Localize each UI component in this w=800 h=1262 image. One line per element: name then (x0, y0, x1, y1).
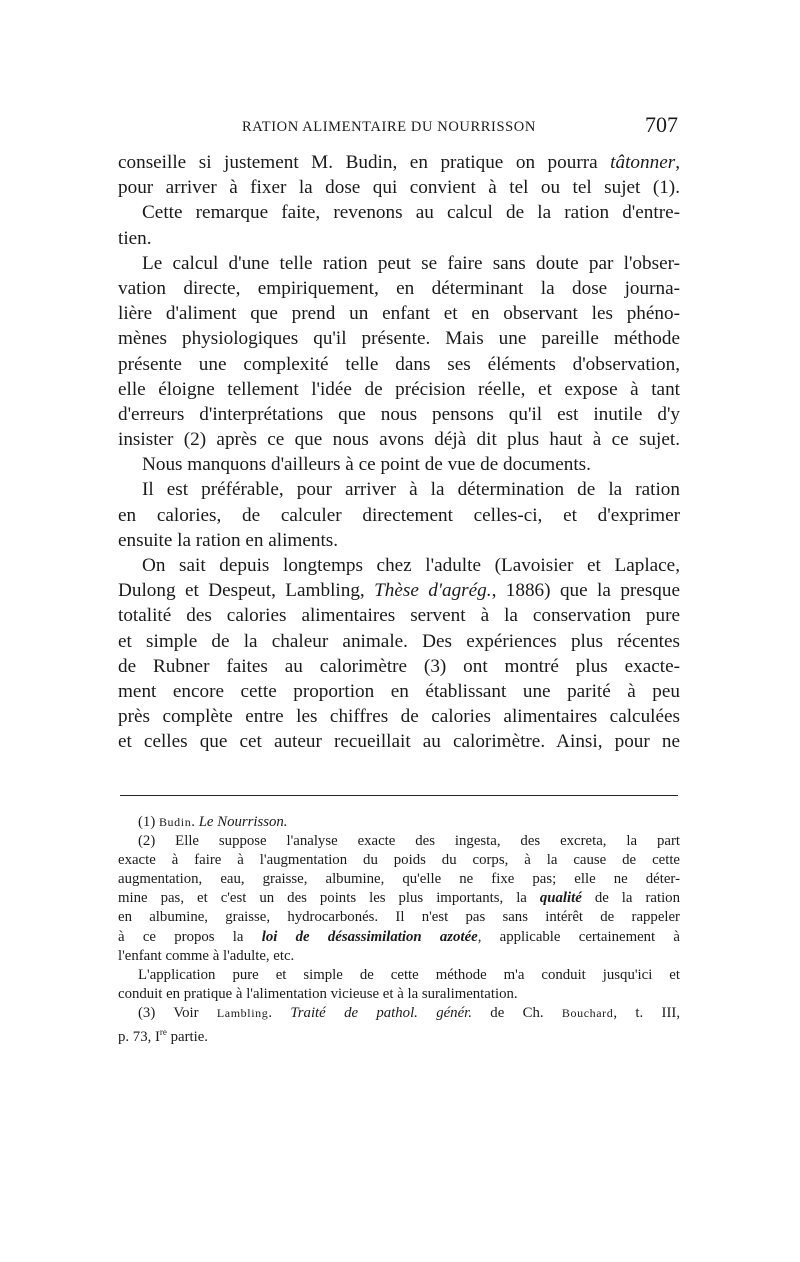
footnote-line: L'application pure et simple de cette méthode m'a conduit jusqu'ici et (138, 966, 680, 983)
text-line: lière d'aliment que prend un enfant et en observant les phéno- (118, 303, 680, 325)
text-line: et simple de la chaleur animale. Des expériences plus récentes (118, 630, 680, 652)
text-line: insister (2) après ce que nous avons déjà dit plus haut à ce sujet. (118, 429, 680, 451)
book-page (118, 0, 680, 1262)
footnote-2: (2) Elle suppose l'analyse exacte des ingesta, des excreta, la part (138, 833, 680, 850)
text-line: mènes physiologiques qu'il présente. Mais une pareille méthode (118, 328, 680, 350)
italic-word: tâtonner (610, 152, 676, 173)
footnote-1: (1) Budin. Le Nourrisson. (138, 814, 288, 830)
footnotes (118, 813, 681, 1045)
footnote-rule (120, 795, 678, 796)
text-line: d'erreurs d'interprétations que nous pensons qu'il est inutile d'y (118, 403, 680, 425)
text-line: en calories, de calculer directement celles-ci, et d'exprimer (118, 504, 680, 526)
text-line: Dulong et Despeut, Lambling, Thèse d'agrég., 1886) que la presque (118, 580, 680, 602)
paragraph-start: Nous manquons d'ailleurs à ce point de vue de documents. (142, 454, 591, 476)
footnote-3: (3) Voir Lambling. Traité de pathol. génér. de Ch. Bouchard, t. III, (138, 1004, 681, 1021)
footnote-line: en albumine, graisse, hydrocarbonés. Il n'est pas sans intérêt de rappeler (118, 909, 680, 926)
footnote-line: l'enfant comme à l'adulte, etc. (118, 947, 295, 964)
paragraph-start: Il est préférable, pour arriver à la détermination de la ration (142, 479, 680, 501)
text-line: conseille si justement M. Budin, en pratique on pourra tâtonner, (118, 152, 680, 173)
text-line: et celles que cet auteur recueillait au calorimètre. Ainsi, pour ne (118, 731, 680, 753)
running-head (118, 111, 680, 143)
page-number: 707 (645, 112, 678, 137)
text-line: elle éloigne tellement l'idée de précision réelle, et expose à tant (118, 378, 680, 400)
paragraph-start: Le calcul d'une telle ration peut se faire sans doute par l'obser- (142, 252, 680, 274)
footnote-line: augmentation, eau, graisse, albumine, qu'elle ne fixe pas; elle ne déter- (118, 871, 680, 888)
text-line: de Rubner faites au calorimètre (3) ont montré plus exacte- (118, 655, 680, 677)
paragraph-start: Cette remarque faite, revenons au calcul de la ration d'entre- (142, 202, 680, 224)
footnote-line: p. 73, Ire partie. (118, 1027, 209, 1045)
text-line: ment encore cette proportion en établissant une parité à peu (118, 680, 680, 702)
footnote-line: à ce propos la loi de désassimilation azotée, applicable certainement à (118, 928, 680, 945)
text-line: tien. (118, 227, 152, 249)
running-title: RATION ALIMENTAIRE DU NOURRISSON (242, 119, 536, 135)
text-line: totalité des calories alimentaires servent à la conservation pure (118, 605, 680, 627)
footnote-line: conduit en pratique à l'alimentation vicieuse et à la suralimentation. (118, 985, 518, 1002)
main-text (118, 150, 680, 755)
italic-citation: Thèse d'agrég. (374, 580, 492, 602)
text-line: ensuite la ration en aliments. (118, 529, 339, 551)
text-line: présente une complexité telle dans ses éléments d'observation, (118, 353, 680, 375)
paragraph-start: On sait depuis longtemps chez l'adulte (Lavoisier et Laplace, (142, 555, 680, 576)
footnote-line: exacte à faire à l'augmentation du poids du corps, à la cause de cette (118, 852, 680, 869)
text-line: près complète entre les chiffres de calories alimentaires calculées (118, 706, 680, 728)
text-line: vation directe, empiriquement, en déterminant la dose journa- (118, 277, 680, 299)
footnote-line: mine pas, et c'est un des points les plus importants, la qualité de la ration (118, 890, 680, 907)
text-line: pour arriver à fixer la dose qui convient à tel ou tel sujet (1). (118, 177, 680, 199)
